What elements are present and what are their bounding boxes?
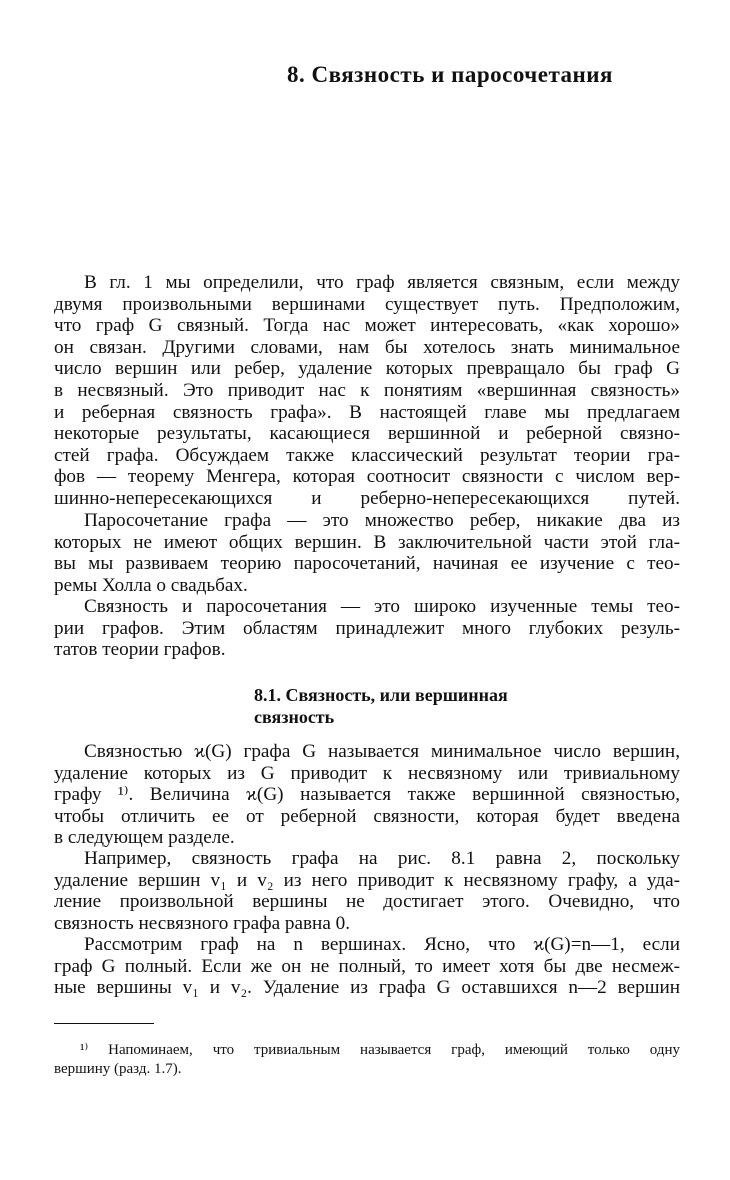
section-heading-line: 8.1. Связность, или вершинная — [254, 685, 508, 705]
text-line: Рассмотрим граф на n вершинах. Ясно, что ϰ(G)=n—1, если — [84, 934, 680, 955]
text-line: связность несвязного графа равна 0. — [54, 912, 351, 934]
text-line: Например, связность графа на рис. 8.1 равна 2, поскольку — [84, 848, 680, 869]
footnote-line: вершину (разд. 1.7). — [54, 1061, 182, 1077]
intro-paragraph-1 — [54, 272, 680, 510]
text-line: граф G полный. Если же он не полный, то имеет хотя бы две несмеж- — [54, 955, 680, 977]
text-line: шинно-непересекающихся и реберно-непересекающихся путей. — [54, 487, 680, 509]
section-paragraph-3 — [54, 934, 680, 999]
text-line: графу ¹⁾. Величина ϰ(G) называется также вершинной связностью, — [54, 784, 680, 806]
text-line: в следующем разделе. — [54, 827, 235, 849]
text-line: татов теории графов. — [54, 639, 226, 661]
text-line: Связность и паросочетания — это широко изученные темы тео- — [84, 596, 680, 617]
text-line: ремы Холла о свадьбах. — [54, 574, 248, 596]
text-line: число вершин или ребер, удаление которых превращало бы граф G — [54, 358, 680, 380]
text-line: вы мы развиваем теорию паросочетаний, начиная ее изучение с тео- — [54, 553, 680, 575]
text-line: В гл. 1 мы определили, что граф является связным, если между — [84, 272, 680, 293]
text-line: и реберная связность графа». В настоящей главе мы предлагаем — [54, 401, 680, 423]
chapter-title: 8. Связность и паросочетания — [287, 62, 613, 87]
text-line: чтобы отличить ее от реберной связности, которая будет введена — [54, 805, 680, 827]
footnote-divider — [54, 1023, 154, 1024]
intro-paragraph-3 — [54, 596, 680, 661]
text-line: удаление которых из G приводит к несвязному или тривиальному — [54, 762, 680, 784]
text-line: двумя произвольными вершинами существует путь. Предположим, — [54, 293, 680, 315]
text-line: ление произвольной вершины не достигает этого. Очевидно, что — [54, 891, 680, 913]
section-heading-line: связность — [254, 707, 335, 727]
text-line: которых не имеют общих вершин. В заключительной части этой гла- — [54, 531, 680, 553]
text-line: стей графа. Обсуждаем также классический результат теории гра- — [54, 444, 680, 466]
footnote-line: ¹⁾ Напоминаем, что тривиальным называется граф, имеющий только одну — [80, 1042, 680, 1058]
text-line: Связностью ϰ(G) графа G называется минимальное число вершин, — [84, 741, 680, 762]
section-paragraph-2 — [54, 848, 680, 934]
text-line: ные вершины v₁ и v₂. Удаление из графа G оставшихся n—2 вершин — [54, 977, 680, 999]
text-line: некоторые результаты, касающиеся вершинной и реберной связно- — [54, 423, 680, 445]
section-heading — [254, 684, 508, 728]
text-line: удаление вершин v₁ и v₂ из него приводит к несвязному графу, а уда- — [54, 869, 680, 891]
footnote — [54, 1041, 680, 1079]
intro-paragraph-2 — [54, 510, 680, 596]
text-line: Паросочетание графа — это множество ребер, никакие два из — [84, 510, 680, 531]
text-line: фов — теорему Менгера, которая соотносит связности с числом вер- — [54, 466, 680, 488]
text-line: в несвязный. Это приводит нас к понятиям «вершинная связность» — [54, 379, 680, 401]
text-line: он связан. Другими словами, нам бы хотелось знать минимальное — [54, 336, 680, 358]
text-line: что граф G связный. Тогда нас может интересовать, «как хорошо» — [54, 315, 680, 337]
text-line: рии графов. Этим областям принадлежит много глубоких резуль- — [54, 617, 680, 639]
section-paragraph-1 — [54, 741, 680, 849]
